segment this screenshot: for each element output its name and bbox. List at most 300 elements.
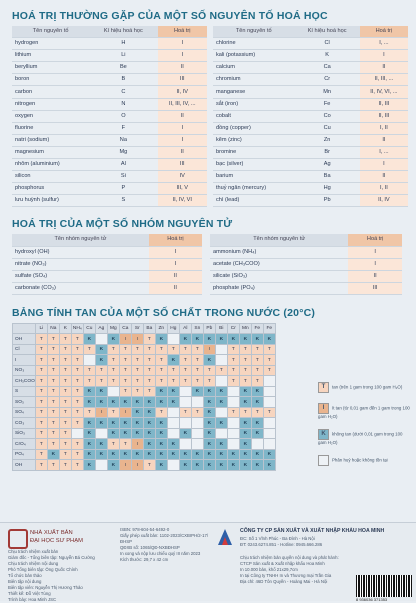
solubility-cell: T <box>59 365 71 376</box>
solubility-cell: T <box>71 365 83 376</box>
element-right-cell: I <box>360 50 408 62</box>
element-left-cell: I <box>158 50 208 62</box>
solubility-cell: K <box>251 386 263 397</box>
solubility-cell <box>263 397 275 408</box>
solubility-cell: T <box>119 365 131 376</box>
anion-header: CH₃COO <box>13 376 36 387</box>
element-left-cell: oxygen <box>12 110 89 122</box>
solubility-cell: K <box>107 418 119 429</box>
solubility-cell: K <box>251 428 263 439</box>
solubility-row <box>13 439 276 450</box>
element-left-cell: III, V <box>158 183 208 195</box>
element-left-cell: I <box>158 122 208 134</box>
solubility-cell: T <box>47 418 59 429</box>
solubility-cell <box>251 439 263 450</box>
solubility-cell: T <box>59 386 71 397</box>
solubility-cell: T <box>47 397 59 408</box>
solubility-cell: K <box>95 386 107 397</box>
group-left-cell: sulfate (SO₄) <box>12 270 149 282</box>
element-right-cell: chromium <box>213 74 295 86</box>
valence-table-right <box>213 26 408 207</box>
distribution-info <box>240 555 352 585</box>
element-left-cell: boron <box>12 74 89 86</box>
solubility-cell: K <box>239 439 251 450</box>
element-left-cell: II <box>158 62 208 74</box>
element-right-cell: II, IV <box>360 195 408 207</box>
solubility-cell: K <box>191 449 203 460</box>
solubility-cell <box>179 386 191 397</box>
element-left-cell: nitrogen <box>12 98 89 110</box>
solubility-cell: I <box>119 407 131 418</box>
solubility-cell: T <box>47 386 59 397</box>
solubility-cell: K <box>251 418 263 429</box>
cation-header: Cr <box>227 323 239 334</box>
solubility-cell <box>167 407 179 418</box>
solubility-cell <box>227 439 239 450</box>
group-right-row <box>210 270 402 282</box>
element-right-cell: I, II <box>360 122 408 134</box>
cation-header: Cu <box>83 323 95 334</box>
solubility-cell: T <box>59 428 71 439</box>
solubility-cell: T <box>59 418 71 429</box>
distribution-line: Chịu trách nhiệm bản quyền nội dung và phát hành: <box>240 555 339 560</box>
group-table-right <box>210 234 402 294</box>
solubility-cell: T <box>131 386 143 397</box>
distribution-line: Địa chỉ: 46D Tôn Quyền - Hoàng Mai - Hà Nội <box>240 579 328 584</box>
element-left-cell: B <box>89 74 157 86</box>
solubility-cell <box>71 428 83 439</box>
solubility-cell <box>179 397 191 408</box>
solubility-cell: T <box>191 355 203 366</box>
solubility-cell: T <box>215 365 227 376</box>
solubility-cell: T <box>119 376 131 387</box>
solubility-cell: I <box>131 334 143 345</box>
solubility-cell: K <box>227 449 239 460</box>
anion-header: S <box>13 386 36 397</box>
legend-i-swatch: I <box>318 403 329 414</box>
solubility-cell: T <box>71 407 83 418</box>
solubility-cell <box>215 344 227 355</box>
anion-header: CrO₄ <box>13 439 36 450</box>
group-left-row <box>12 258 202 270</box>
solubility-cell: T <box>131 355 143 366</box>
solubility-row <box>13 428 276 439</box>
element-right-header-row <box>213 26 408 38</box>
element-right-row <box>213 183 408 195</box>
solubility-cell: T <box>35 365 47 376</box>
solubility-cell: K <box>239 386 251 397</box>
element-left-cell: II <box>158 146 208 158</box>
element-right-row <box>213 146 408 158</box>
cation-header: Na <box>47 323 59 334</box>
solubility-cell: K <box>263 449 275 460</box>
solubility-row <box>13 460 276 471</box>
group-right-cell: silicate (SiO₃) <box>210 270 348 282</box>
anion-header: NO₃ <box>13 365 36 376</box>
element-left-row <box>12 110 207 122</box>
anion-header: SO₃ <box>13 397 36 408</box>
solubility-row <box>13 355 276 366</box>
solubility-cell: T <box>179 376 191 387</box>
element-left-row <box>12 86 207 98</box>
solubility-cell: K <box>83 418 95 429</box>
anion-header: SO₄ <box>13 407 36 418</box>
group-right-header-1: Hoá trị <box>348 234 402 246</box>
solubility-cell: T <box>47 376 59 387</box>
solubility-cell <box>191 397 203 408</box>
legend-k-swatch: K <box>318 429 329 440</box>
element-right-cell: manganese <box>213 86 295 98</box>
element-right-row <box>213 98 408 110</box>
solubility-cell: K <box>119 428 131 439</box>
element-left-cell: natri (sodium) <box>12 134 89 146</box>
legend-phan-huy <box>318 455 412 466</box>
solubility-cell: K <box>167 439 179 450</box>
cation-header: Li <box>35 323 47 334</box>
element-left-cell: N <box>89 98 157 110</box>
print-info-line: Giấy phép xuất bản: 1102-2023/CXBIPH/2-17/ĐHSP <box>120 533 209 544</box>
solubility-cell: T <box>143 386 155 397</box>
solubility-cell: K <box>191 334 203 345</box>
group-left-header-row <box>12 234 202 246</box>
element-right-cell: II, III <box>360 98 408 110</box>
element-right-cell: bạc (silver) <box>213 159 295 171</box>
solubility-cell: K <box>83 386 95 397</box>
solubility-row <box>13 386 276 397</box>
solubility-cell: T <box>35 376 47 387</box>
solubility-cell: K <box>191 460 203 471</box>
solubility-cell: K <box>251 449 263 460</box>
element-left-cell: III <box>158 74 208 86</box>
solubility-cell: T <box>59 397 71 408</box>
solubility-cell: T <box>59 344 71 355</box>
solubility-cell: K <box>251 334 263 345</box>
solubility-cell: K <box>167 386 179 397</box>
solubility-cell: T <box>239 365 251 376</box>
solubility-cell: K <box>227 460 239 471</box>
solubility-table <box>12 323 276 471</box>
credit-line: Giám đốc - Tổng biên tập: Nguyễn Bá Cường <box>8 555 95 560</box>
element-left-header-1: Kí hiệu hoá học <box>89 26 157 38</box>
credit-line: Trình bày: Hoa Minh JSC <box>8 597 57 602</box>
solubility-cell: T <box>71 355 83 366</box>
element-left-row <box>12 171 207 183</box>
element-right-cell: thuỷ ngân (mercury) <box>213 183 295 195</box>
solubility-cell: K <box>215 418 227 429</box>
solubility-cell: K <box>167 397 179 408</box>
solubility-cell <box>215 428 227 439</box>
anion-header: I <box>13 355 36 366</box>
legend-i-text: ít tan (từ 0,01 gam đến 1 gam trong 100 gam H₂O) <box>318 405 410 419</box>
solubility-row <box>13 449 276 460</box>
element-right-row <box>213 86 408 98</box>
element-left-cell: phosphorus <box>12 183 89 195</box>
element-left-row <box>12 195 207 207</box>
solubility-cell: T <box>71 376 83 387</box>
solubility-cell <box>167 428 179 439</box>
solubility-cell: K <box>83 439 95 450</box>
solubility-cell: K <box>119 418 131 429</box>
valence-tables <box>12 26 408 207</box>
solubility-cell: I <box>95 407 107 418</box>
solubility-cell: T <box>143 365 155 376</box>
solubility-cell: T <box>107 344 119 355</box>
element-left-cell: IV <box>158 171 208 183</box>
solubility-cell: T <box>131 376 143 387</box>
solubility-cell: K <box>155 460 167 471</box>
isbn: ISBN: 978-604-54-6492-0 <box>120 527 170 532</box>
solubility-cell: T <box>95 365 107 376</box>
element-left-header-row <box>12 26 207 38</box>
solubility-cell: K <box>239 418 251 429</box>
solubility-cell: K <box>203 418 215 429</box>
element-right-header-2: Hoá trị <box>360 26 408 38</box>
solubility-cell: T <box>71 344 83 355</box>
credits <box>8 549 118 603</box>
element-left-cell: lithium <box>12 50 89 62</box>
valence-table-left <box>12 26 207 207</box>
solubility-row <box>13 418 276 429</box>
element-right-row <box>213 74 408 86</box>
solubility-cell: T <box>155 365 167 376</box>
solubility-cell: K <box>239 397 251 408</box>
element-right-row <box>213 195 408 207</box>
element-right-cell: Br <box>295 146 360 158</box>
solubility-cell: T <box>107 355 119 366</box>
group-right-cell: acetate (CH₃COO) <box>210 258 348 270</box>
solubility-cell: T <box>155 355 167 366</box>
solubility-cell: K <box>167 449 179 460</box>
solubility-cell <box>227 386 239 397</box>
solubility-cell: T <box>179 365 191 376</box>
solubility-cell: K <box>203 460 215 471</box>
group-right-header-row <box>210 234 402 246</box>
solubility-cell: T <box>47 334 59 345</box>
cation-header: Ba <box>143 323 155 334</box>
solubility-cell: K <box>215 386 227 397</box>
element-left-cell: II, IV <box>158 86 208 98</box>
solubility-cell <box>263 439 275 450</box>
solubility-cell: T <box>191 365 203 376</box>
anion-header: OH <box>13 460 36 471</box>
solubility-cell: K <box>215 460 227 471</box>
solubility-cell: T <box>167 344 179 355</box>
element-right-cell: I, II <box>360 183 408 195</box>
element-left-row <box>12 50 207 62</box>
solubility-cell: K <box>143 397 155 408</box>
element-right-cell: sắt (iron) <box>213 98 295 110</box>
solubility-cell: T <box>251 407 263 418</box>
element-right-cell: chì (lead) <box>213 195 295 207</box>
solubility-cell: T <box>227 407 239 418</box>
solubility-cell: K <box>239 428 251 439</box>
solubility-cell: K <box>131 407 143 418</box>
group-left-cell: carbonate (CO₃) <box>12 282 149 294</box>
solubility-cell: T <box>35 407 47 418</box>
solubility-corner <box>13 323 36 334</box>
solubility-cell: K <box>107 428 119 439</box>
element-left-cell: P <box>89 183 157 195</box>
cation-header: Ca <box>119 323 131 334</box>
element-right-cell: Fe <box>295 98 360 110</box>
element-right-cell: đồng (copper) <box>213 122 295 134</box>
solubility-cell: K <box>239 460 251 471</box>
group-left-header-0: Tên nhóm nguyên tử <box>12 234 149 246</box>
solubility-cell: K <box>119 449 131 460</box>
group-left-cell: nitrate (NO₃) <box>12 258 149 270</box>
element-right-cell: cobalt <box>213 110 295 122</box>
company-address: ĐC: Số 1 Vĩnh Phúc - Ba Đình - Hà Nội <box>240 536 315 541</box>
solubility-cell: T <box>239 376 251 387</box>
solubility-cell <box>83 355 95 366</box>
solubility-cell: T <box>203 365 215 376</box>
cation-header: Mn <box>239 323 251 334</box>
section-title-valence: HOÁ TRỊ THƯỜNG GẶP CỦA MỘT SỐ NGUYÊN TỐ HOÁ HỌC <box>12 10 328 22</box>
solubility-cell: K <box>95 418 107 429</box>
solubility-row <box>13 365 276 376</box>
solubility-cell <box>167 334 179 345</box>
group-right-cell: ammonium (NH₄) <box>210 246 348 258</box>
solubility-cell: K <box>107 397 119 408</box>
element-right-cell: chlorine <box>213 38 295 50</box>
solubility-cell: T <box>119 439 131 450</box>
cation-header: NH₄ <box>71 323 83 334</box>
element-right-cell: kẽm (zinc) <box>213 134 295 146</box>
solubility-cell: T <box>71 397 83 408</box>
element-left-row <box>12 159 207 171</box>
company-name: CÔNG TY CP SẢN XUẤT VÀ XUẤT NHẬP KHẨU HOA MINH <box>240 528 385 534</box>
element-left-row <box>12 183 207 195</box>
solubility-cell: K <box>155 386 167 397</box>
solubility-cell: T <box>59 376 71 387</box>
solubility-cell: T <box>35 344 47 355</box>
solubility-row <box>13 334 276 345</box>
solubility-cell: T <box>107 365 119 376</box>
element-right-row <box>213 62 408 74</box>
company-phone: ĐT: 0243.6274.851 - Hotline: 0945.666.286 <box>240 542 323 547</box>
distribution-line: In tại Công ty TNHH In và Thương mại Trần Gia <box>240 573 332 578</box>
footer <box>0 522 416 601</box>
element-left-cell: Mg <box>89 146 157 158</box>
element-right-header-1: Kí hiệu hoá học <box>295 26 360 38</box>
element-left-cell: Na <box>89 134 157 146</box>
solubility-cell: K <box>191 386 203 397</box>
solubility-cell: T <box>107 439 119 450</box>
legend-t-text: tan (trên 1 gam trong 100 gam H₂O) <box>332 384 403 390</box>
solubility-cell: T <box>59 407 71 418</box>
solubility-cell: T <box>179 344 191 355</box>
element-left-cell: H <box>89 38 157 50</box>
element-right-row <box>213 171 408 183</box>
solubility-legend <box>318 382 412 476</box>
element-right-cell: II, III <box>360 110 408 122</box>
element-left-row <box>12 146 207 158</box>
element-right-header-0: Tên nguyên tố <box>213 26 295 38</box>
solubility-cell: K <box>83 449 95 460</box>
solubility-cell: I <box>203 344 215 355</box>
solubility-cell: T <box>155 407 167 418</box>
solubility-cell <box>191 428 203 439</box>
print-info-line: In xong và nộp lưu chiểu quý III năm 2023 <box>120 551 201 556</box>
solubility-cell: T <box>143 344 155 355</box>
legend-khong-tan <box>318 429 412 445</box>
solubility-cell: K <box>251 460 263 471</box>
element-left-cell: II <box>158 110 208 122</box>
solubility-cell: K <box>107 460 119 471</box>
legend-e-text: Phân huỷ hoặc không tồn tại <box>332 457 388 463</box>
element-right-cell: II <box>360 171 408 183</box>
element-left-row <box>12 134 207 146</box>
element-left-cell: F <box>89 122 157 134</box>
solubility-cell: T <box>143 355 155 366</box>
element-left-cell: I <box>158 134 208 146</box>
hoa-minh-logo-icon <box>216 527 234 547</box>
solubility-cell: K <box>131 428 143 439</box>
solubility-cell: K <box>263 334 275 345</box>
solubility-cell: K <box>215 397 227 408</box>
element-left-cell: III <box>158 159 208 171</box>
solubility-cell: K <box>155 418 167 429</box>
solubility-cell: K <box>155 334 167 345</box>
solubility-cell: T <box>71 334 83 345</box>
solubility-cell: T <box>71 439 83 450</box>
solubility-cell <box>167 418 179 429</box>
element-right-cell: calcium <box>213 62 295 74</box>
group-right-cell: II <box>348 270 402 282</box>
anion-header: PO₄ <box>13 449 36 460</box>
solubility-cell: T <box>35 439 47 450</box>
element-right-cell: I, ... <box>360 146 408 158</box>
solubility-row <box>13 376 276 387</box>
element-left-cell: Be <box>89 62 157 74</box>
solubility-cell <box>263 428 275 439</box>
solubility-cell: K <box>179 460 191 471</box>
solubility-cell: K <box>83 460 95 471</box>
element-right-cell: Cl <box>295 38 360 50</box>
solubility-cell: T <box>71 386 83 397</box>
solubility-cell: T <box>131 365 143 376</box>
solubility-cell: T <box>251 365 263 376</box>
solubility-cell: I <box>119 334 131 345</box>
element-left-cell: hydrogen <box>12 38 89 50</box>
solubility-cell: T <box>59 334 71 345</box>
solubility-cell: T <box>71 418 83 429</box>
solubility-cell: K <box>107 449 119 460</box>
solubility-cell <box>191 439 203 450</box>
cation-header: Ag <box>95 323 107 334</box>
solubility-cell <box>179 439 191 450</box>
group-left-cell: I <box>149 258 202 270</box>
legend-k-text: không tan (dưới 0,01 gam trong 100 gam H₂O) <box>318 431 403 445</box>
solubility-cell: K <box>263 460 275 471</box>
cation-header: Pb <box>203 323 215 334</box>
element-left-cell: II, IV, VI <box>158 195 208 207</box>
solubility-cell: T <box>179 355 191 366</box>
cation-header: Fe <box>251 323 263 334</box>
solubility-cell: K <box>203 428 215 439</box>
element-right-cell: barium <box>213 171 295 183</box>
solubility-cell: K <box>203 334 215 345</box>
solubility-cell: T <box>35 334 47 345</box>
group-right-cell: I <box>348 258 402 270</box>
solubility-cell: K <box>215 449 227 460</box>
element-right-cell: Co <box>295 110 360 122</box>
cation-header: Hg <box>167 323 179 334</box>
element-left-cell: Al <box>89 159 157 171</box>
solubility-cell: T <box>167 365 179 376</box>
anion-header: SiO₃ <box>13 428 36 439</box>
solubility-cell: T <box>203 376 215 387</box>
